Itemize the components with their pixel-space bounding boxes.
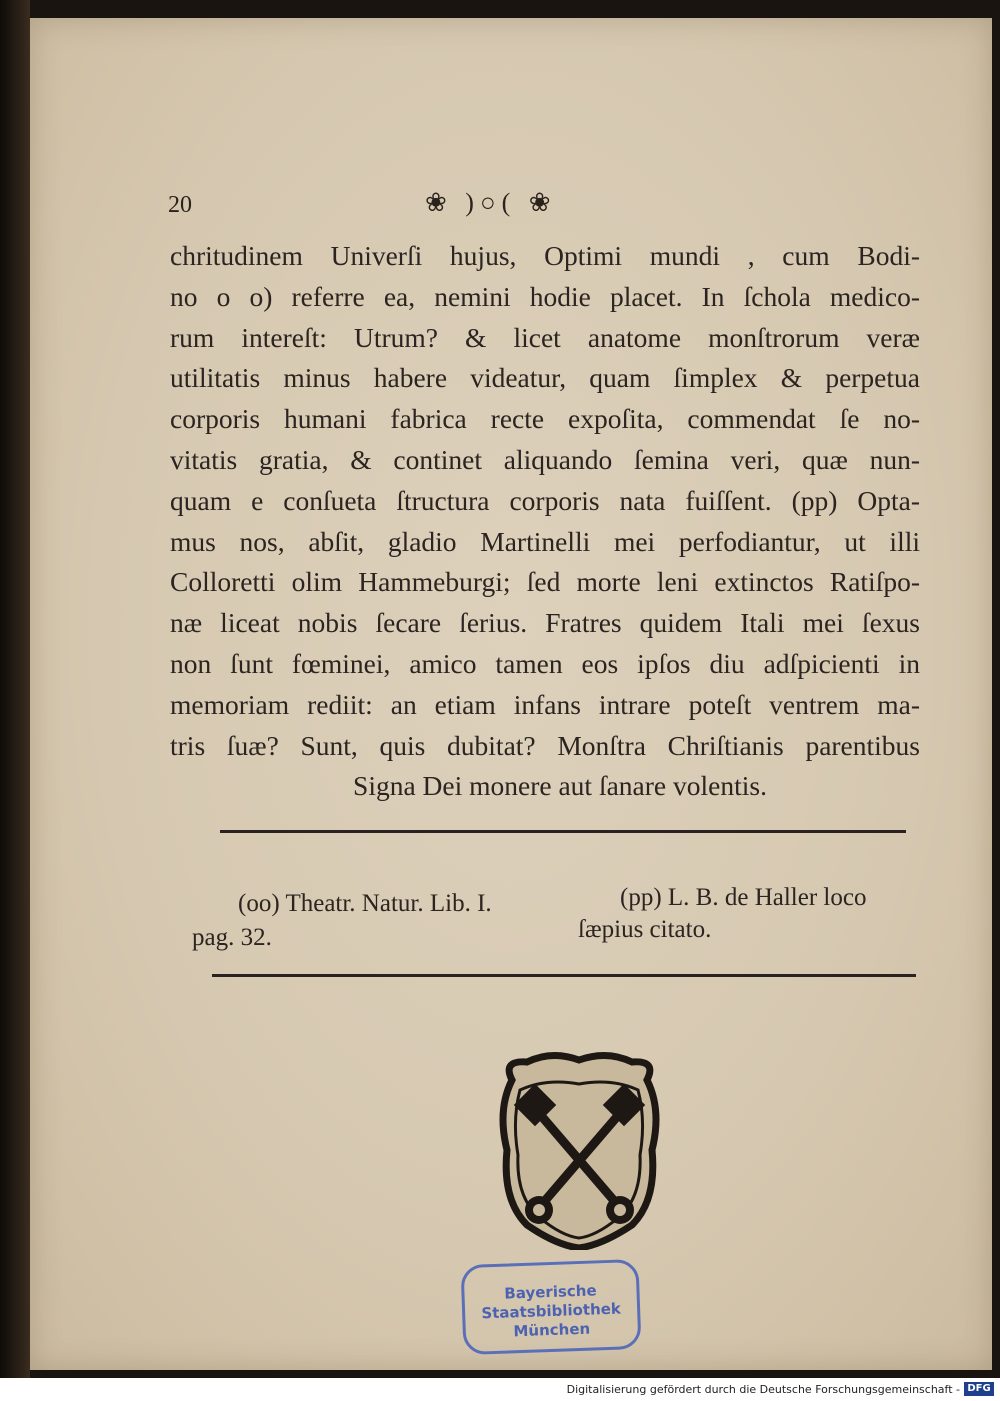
text-line: rum intereſt: Utrum? & licet anatome monſtrorum veræ [170,321,920,353]
page-number: 20 [168,192,192,218]
main-text-block [170,236,920,807]
text-line-closing: Signa Dei monere aut ſanare volentis. [353,770,767,802]
library-stamp [460,1259,641,1355]
footer-credit-text: Digitalisierung gefördert durch die Deutsche Forschungsgemeinschaft - [566,1383,960,1396]
text-line: vitatis gratia, & continet aliquando ſemina veri, quæ nun- [170,443,920,475]
text-line: chritudinem Univerſi hujus, Optimi mundi , cum Bodi- [170,240,920,271]
text-line: memoriam rediit: an etiam infans intrare poteſt ventrem ma- [170,688,920,720]
digitization-footer [0,1378,1000,1401]
header-ornament: ❀ )○( ❀ [425,188,557,217]
footnote-separator-bottom [212,974,916,977]
footnote-pp-line1: (pp) L. B. de Haller loco [620,884,867,911]
dfg-logo-icon: DFG [964,1382,994,1396]
text-line: non ſunt fœminei, amico tamen eos ipſos diu adſpicienti in [170,647,920,679]
text-line: utilitatis minus habere videatur, quam ſimplex & perpetua [170,362,920,394]
stamp-line2: Staatsbibliothek [481,1299,622,1323]
footnote-separator-top [220,830,906,833]
text-line: mus nos, abſit, gladio Martinelli mei perfodiantur, ut illi [170,525,920,557]
text-line: corporis humani fabrica recte expoſita, commendat ſe no- [170,403,920,435]
page-header [0,188,1000,228]
text-line: quam e conſueta ſtructura corporis nata fuiſſent. (pp) Opta- [170,484,920,516]
footnote-pp-line2: ſæpius citato. [578,916,712,943]
footnote-oo-line2: pag. 32. [192,924,272,951]
text-line: næ liceat nobis ſecare ſerius. Fratres quidem Itali mei ſexus [170,607,920,639]
crossed-keys-emblem [492,1050,667,1250]
text-line: Colloretti olim Hammeburgi; ſed morte leni extinctos Ratiſpo- [170,566,920,598]
stamp-line1: Bayerische [504,1281,597,1303]
text-line: no o o) referre ea, nemini hodie placet. In ſchola medico- [170,280,920,312]
stamp-line3: München [513,1319,591,1341]
footnote-oo-line1: (oo) Theatr. Natur. Lib. I. [238,890,492,917]
text-line: tris ſuæ? Sunt, quis dubitat? Monſtra Chriſtianis parentibus [170,729,920,761]
